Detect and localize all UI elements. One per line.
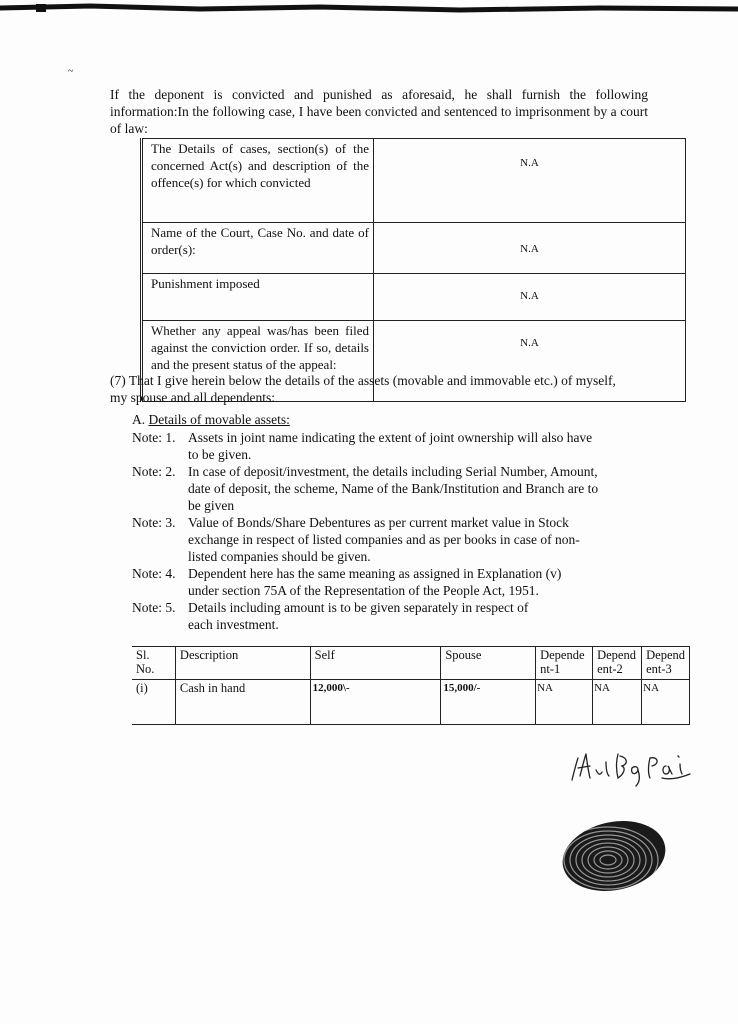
note-label: Note: 2.	[132, 464, 176, 479]
note-label: Note: 3.	[132, 515, 176, 530]
cell-dependent-1: NA	[536, 680, 593, 725]
note-item	[132, 599, 652, 616]
handwritten-signature	[566, 744, 716, 794]
note-item	[132, 565, 652, 582]
note-text: Dependent here has the same meaning as assigned in Explanation (v)	[188, 566, 562, 581]
note-continuation: exchange in respect of listed companies and as per books in case of non-	[188, 532, 580, 547]
note-label: Note: 5.	[132, 600, 176, 615]
note-text: Assets in joint name indicating the extent of joint ownership will also have	[188, 430, 593, 445]
cell-dependent-3: NA	[642, 680, 690, 725]
col-header-dependent-1: Depende nt-1	[536, 647, 593, 680]
note-text: Value of Bonds/Share Debentures as per current market value in Stock	[188, 515, 569, 530]
intro-paragraph: If the deponent is convicted and punished as aforesaid, he shall furnish the following information:In the following case, I have been convicted and sentenced to imprisonment by a court of law:	[110, 86, 648, 136]
col-header-dependent-3: Depend ent-3	[642, 647, 690, 680]
note-continuation: under section 75A of the Representation of the People Act, 1951.	[188, 583, 539, 598]
row-value: N.A	[374, 274, 686, 321]
note-item	[132, 429, 652, 446]
col-header-sl-no: Sl. No.	[132, 647, 175, 680]
note-continuation: be given	[188, 498, 235, 513]
note-continuation: each investment.	[188, 617, 279, 632]
table-row	[142, 223, 686, 274]
col-header-self: Self	[310, 647, 441, 680]
row-value: N.A	[374, 223, 686, 274]
table-row	[132, 680, 690, 725]
row-label: Punishment imposed	[142, 274, 374, 321]
conviction-details-table	[140, 138, 686, 402]
cell-sl-no: (i)	[132, 680, 175, 725]
note-item	[132, 514, 652, 531]
row-value: N.A	[374, 321, 686, 402]
section-prefix: A.	[132, 412, 146, 427]
row-label: Whether any appeal was/has been filed against the conviction order. If so, details and the present status of the appeal:	[142, 321, 374, 402]
col-header-description: Description	[175, 647, 310, 680]
note-label: Note: 1.	[132, 430, 176, 445]
notes-list	[132, 429, 652, 633]
note-label: Note: 4.	[132, 566, 176, 581]
note-continuation: date of deposit, the scheme, Name of the Bank/Institution and Branch are to	[188, 481, 599, 496]
table-row	[142, 274, 686, 321]
note-text: Details including amount is to be given separately in respect of	[188, 600, 529, 615]
cell-spouse: 15,000/-	[441, 680, 536, 725]
note-text: In case of deposit/investment, the details including Serial Number, Amount,	[188, 464, 598, 479]
section-a-heading	[132, 412, 290, 428]
thumbprint-impression	[558, 818, 670, 894]
note-item	[132, 463, 652, 480]
margin-tick-mark: ~	[68, 66, 74, 77]
assets-declaration-paragraph: (7) That I give herein below the details of the assets (movable and immovable etc.) of myself, my spouse and all dependents:	[110, 372, 616, 405]
row-label: The Details of cases, section(s) of the concerned Act(s) and description of the offence(s) for which convicted	[142, 139, 374, 223]
note-continuation: to be given.	[188, 447, 252, 462]
top-border-line	[0, 0, 738, 16]
table-header-row	[132, 647, 690, 680]
cell-self: 12,000\-	[310, 680, 441, 725]
row-value: N.A	[374, 139, 686, 223]
cell-description: Cash in hand	[175, 680, 310, 725]
col-header-dependent-2: Depend ent-2	[593, 647, 642, 680]
row-label: Name of the Court, Case No. and date of order(s):	[142, 223, 374, 274]
table-row	[142, 139, 686, 223]
col-header-spouse: Spouse	[441, 647, 536, 680]
section-title: Details of movable assets:	[148, 412, 290, 427]
note-continuation: listed companies should be given.	[188, 549, 371, 564]
cell-dependent-2: NA	[593, 680, 642, 725]
movable-assets-table	[132, 646, 690, 725]
